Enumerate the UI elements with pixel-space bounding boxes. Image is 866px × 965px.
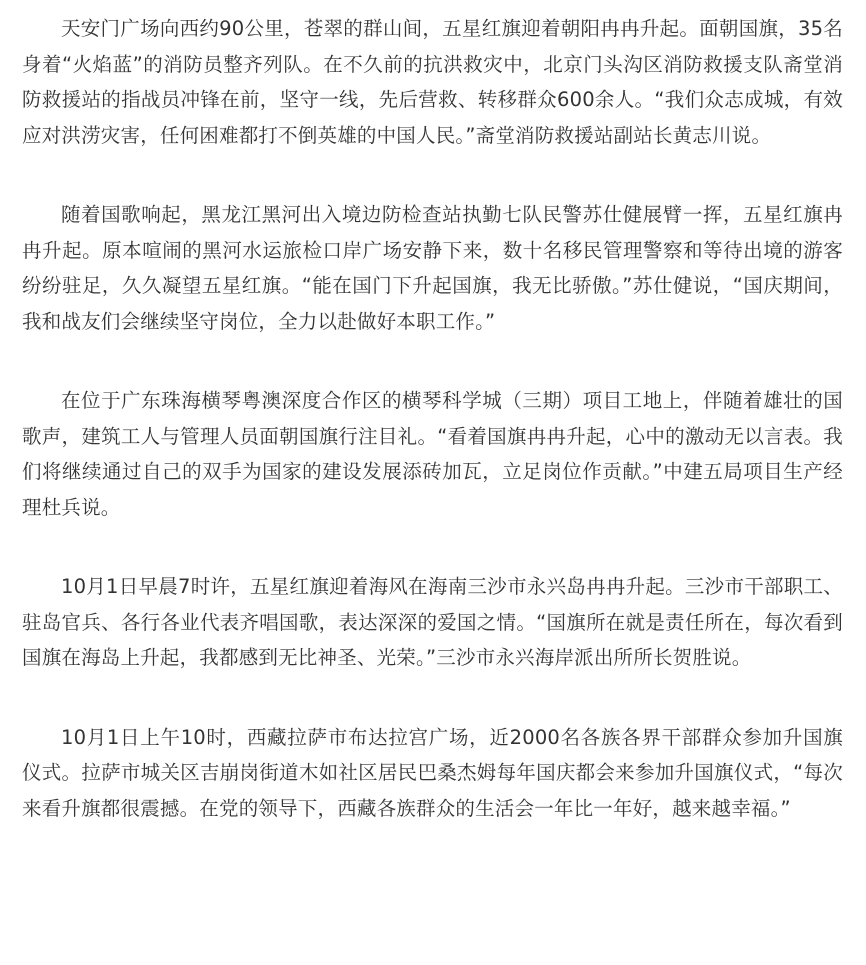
- paragraph-fire-rescue: 天安门广场向西约90公里，苍翠的群山间，五星红旗迎着朝阳冉冉升起。面朝国旗，35名身着“火焰蓝”的消防员整齐列队。在不久前的抗洪救灾中，北京门头沟区消防救援支队斋堂消防救援站的指战员冲锋在前，坚守一线，先后营救、转移群众600余人。“我们众志成城，有效应对洪涝灾害，任何困难都打不倒英雄的中国人民。”斋堂消防救援站副站长黄志川说。: [22, 17, 843, 147]
- paragraph-lhasa-potala: 10月1日上午10时，西藏拉萨市布达拉宫广场，近2000名各族各界干部群众参加升国旗仪式。拉萨市城关区吉崩岗街道木如社区居民巴桑杰姆每年国庆都会来参加升国旗仪式，“每次来看升旗都很震撼。在党的领导下，西藏各族群众的生活会一年比一年好，越来越幸福。”: [22, 725, 843, 820]
- paragraph-hengqin-construction: 在位于广东珠海横琴粤澳深度合作区的横琴科学城（三期）项目工地上，伴随着雄壮的国歌声，建筑工人与管理人员面朝国旗行注目礼。“看着国旗冉冉升起，心中的激动无以言表。我们将继续通过自己的双手为国家的建设发展添砖加瓦，立足岗位作贡献。”中建五局项目生产经理杜兵说。: [22, 389, 843, 519]
- paragraph-heihe-border: 随着国歌响起，黑龙江黑河出入境边防检查站执勤七队民警苏仕健展臂一挥，五星红旗冉冉升起。原本喧闹的黑河水运旅检口岸广场安静下来，数十名移民管理警察和等待出境的游客纷纷驻足，久久凝望五星红旗。“能在国门下升起国旗，我无比骄傲。”苏仕健说，“国庆期间，我和战友们会继续坚守岗位，全力以赴做好本职工作。”: [22, 203, 843, 333]
- paragraph-sansha-island: 10月1日早晨7时许，五星红旗迎着海风在海南三沙市永兴岛冉冉升起。三沙市干部职工、驻岛官兵、各行各业代表齐唱国歌，表达深深的爱国之情。“国旗所在就是责任所在，每次看到国旗在海岛上升起，我都感到无比神圣、光荣。”三沙市永兴海岸派出所所长贺胜说。: [22, 575, 843, 669]
